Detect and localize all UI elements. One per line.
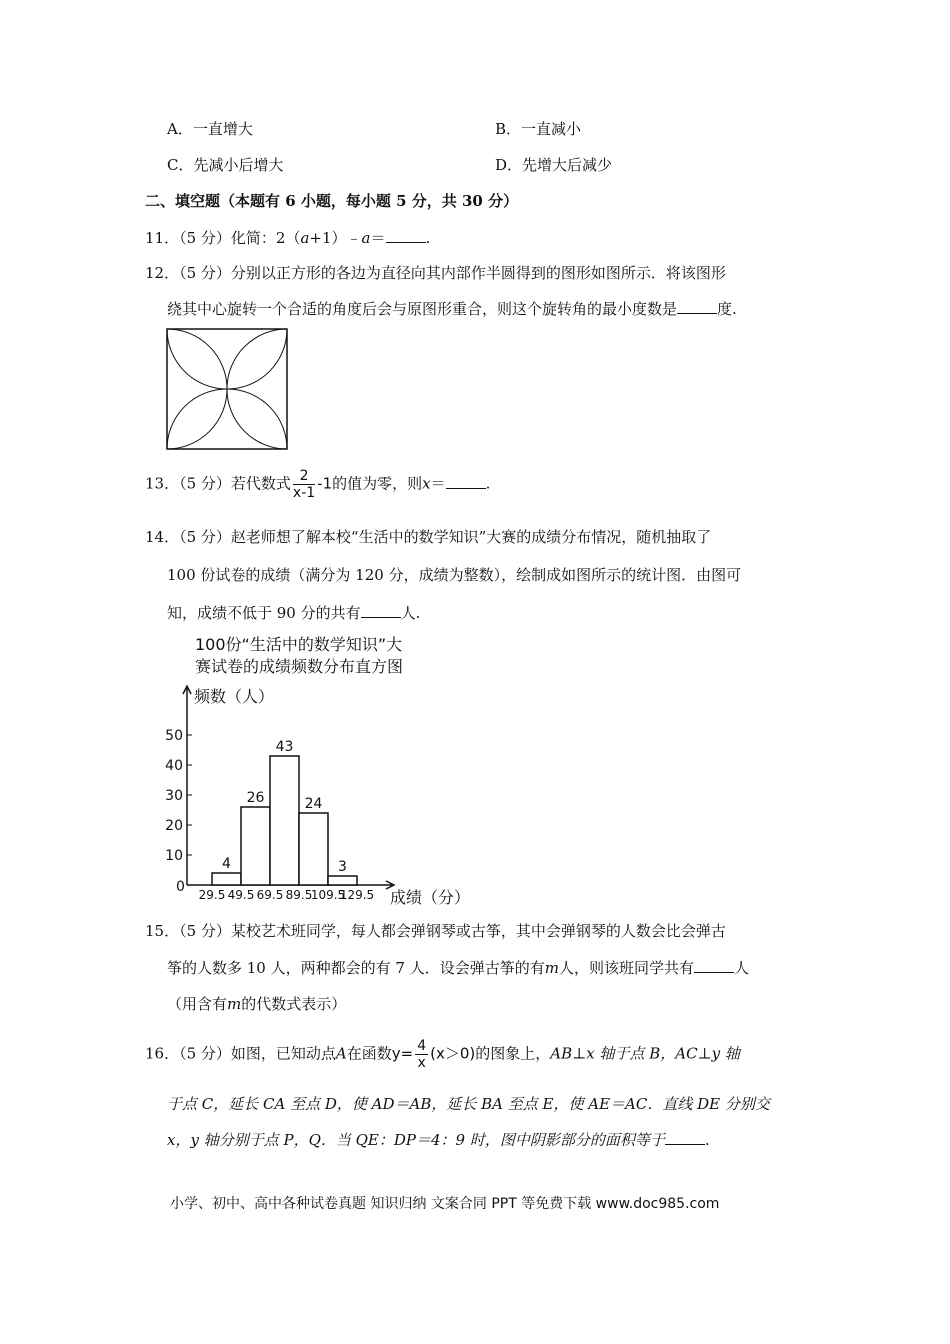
question-11 <box>145 227 430 248</box>
q11-end: . <box>425 229 431 247</box>
semicircle-top-arc <box>167 329 287 389</box>
q15-var-m: m <box>544 959 559 977</box>
histogram-chart <box>160 630 490 910</box>
q16-y-equals: y= <box>391 1044 414 1063</box>
q13-end: . <box>485 474 491 493</box>
q15-line2-text: 筝的人数多 10 人，两种都会的有 7 人．设会弹古筝的有 <box>167 959 545 977</box>
x-tick-label: 89.5 <box>285 888 313 902</box>
x-tick-label: 129.5 <box>339 888 375 902</box>
q11-var-a: a <box>300 229 310 247</box>
square-semicircle-figure <box>166 328 288 450</box>
bar-data-label: 26 <box>246 790 265 806</box>
q12-line2-end: 度. <box>717 300 737 318</box>
q16-text-mid: 在函数 <box>346 1044 392 1063</box>
q15-line3 <box>167 993 346 1014</box>
q15-line3-post: 的代数式表示） <box>241 995 347 1013</box>
option-b: B．一直减小 <box>495 120 582 138</box>
answer-blank[interactable] <box>446 474 486 489</box>
q11-text-mid: +1）﹣ <box>309 229 362 247</box>
histogram-bar <box>270 756 299 885</box>
q15-line1: 15．（5 分）某校艺术班同学，每人都会弹钢琴或古筝，其中会弹钢琴的人数会比会弹古 <box>145 922 726 940</box>
histogram-bar <box>212 873 241 885</box>
q13-frac-den: x-1 <box>292 485 316 501</box>
q13-var-x: x <box>422 474 431 493</box>
q15-line2-mid: 人，则该班同学共有 <box>558 959 694 977</box>
option-c: C．先减小后增大 <box>167 156 284 174</box>
q16-text-mid2: 的图象上， <box>475 1044 551 1063</box>
q12-line2-text: 绕其中心旋转一个合适的角度后会与原图形重合，则这个旋转角的最小度数是 <box>167 300 678 318</box>
q13-fraction <box>293 468 315 501</box>
q16-fraction <box>415 1038 428 1071</box>
q14-line3 <box>167 602 420 623</box>
chart-x-ticks <box>199 888 375 902</box>
q12-line2 <box>167 298 737 319</box>
section-title: 二、填空题（本题有 6 小题，每小题 5 分，共 30 分） <box>145 192 519 210</box>
q11-number: 11． <box>145 229 180 247</box>
histogram-bar <box>299 813 328 885</box>
q14-line2: 100 份试卷的成绩（满分为 120 分，成绩为整数），绘制成如图所示的统计图．由图可 <box>167 566 742 584</box>
page-footer: 小学、初中、高中各种试卷真题 知识归纳 文案合同 PPT 等免费下载 www.doc985.com <box>170 1196 720 1212</box>
q16-line1 <box>145 1038 740 1071</box>
y-tick-label: 30 <box>165 788 183 804</box>
q16-line2: 于点 C，延长 CA 至点 D，使 AD＝AB，延长 BA 至点 E，使 AE＝AC．直线 DE 分别交 <box>167 1095 770 1113</box>
option-d: D．先增大后减少 <box>495 156 613 174</box>
y-tick-label: 20 <box>165 818 183 834</box>
chart-title-line1: 100份“生活中的数学知识”大 <box>195 635 403 654</box>
chart-bars <box>212 739 357 885</box>
histogram-bar <box>328 876 357 885</box>
q15-line2-end: 人 <box>733 959 749 977</box>
q16-condition: (x＞0) <box>430 1044 476 1063</box>
q16-text-rest: AB⊥x 轴于点 B，AC⊥y 轴 <box>550 1044 740 1063</box>
semicircle-left-arc <box>167 329 227 449</box>
chart-title-line2: 赛试卷的成绩频数分布直方图 <box>195 657 404 676</box>
answer-blank[interactable] <box>386 228 426 243</box>
q16-frac-den: x <box>417 1055 426 1071</box>
q11-var-a2: a <box>361 229 371 247</box>
semicircle-bottom-arc <box>167 389 287 449</box>
q15-line2 <box>167 957 749 978</box>
q13-minus-one: -1 <box>317 474 333 493</box>
y-tick-label: 40 <box>165 758 183 774</box>
chart-y-ticks <box>165 728 192 864</box>
histogram-bar <box>241 807 270 885</box>
answer-blank[interactable] <box>361 603 401 618</box>
q16-line3 <box>167 1129 710 1150</box>
q13-frac-num: 2 <box>293 468 315 485</box>
q16-line3-end: . <box>704 1131 710 1149</box>
answer-blank[interactable] <box>694 958 734 973</box>
answer-blank[interactable] <box>677 299 717 314</box>
y-tick-label: 50 <box>165 728 183 744</box>
x-tick-label: 49.5 <box>227 888 255 902</box>
bar-data-label: 4 <box>222 856 231 872</box>
chart-origin-label: 0 <box>176 879 185 895</box>
q14-line3-end: 人. <box>400 604 421 622</box>
q16-var-a: A <box>335 1044 347 1063</box>
y-tick-label: 10 <box>165 848 183 864</box>
answer-blank[interactable] <box>665 1130 705 1145</box>
x-tick-label: 109.5 <box>310 888 346 902</box>
q14-line3-text: 知，成绩不低于 90 分的共有 <box>167 604 361 622</box>
q12-line1: 12．（5 分）分别以正方形的各边为直径向其内部作半圆得到的图形如图所示．将该图形 <box>145 264 726 282</box>
q14-line1: 14．（5 分）赵老师想了解本校“生活中的数学知识”大赛的成绩分布情况，随机抽取了 <box>145 528 712 546</box>
question-13 <box>145 468 490 501</box>
q15-line3-text: （用含有 <box>167 995 228 1013</box>
q15-var-m2: m <box>227 995 242 1013</box>
q16-frac-num: 4 <box>417 1038 427 1054</box>
q11-equals: ＝ <box>370 229 386 247</box>
q16-text: 16．（5 分）如图，已知动点 <box>145 1044 336 1063</box>
q13-text: 13．（5 分）若代数式 <box>145 474 291 493</box>
bar-data-label: 3 <box>338 859 347 875</box>
x-tick-label: 29.5 <box>198 888 226 902</box>
chart-ylabel: 频数（人） <box>194 687 275 706</box>
option-a: A．一直增大 <box>167 120 253 138</box>
bar-data-label: 24 <box>304 796 323 812</box>
chart-xlabel: 成绩（分） <box>390 888 471 907</box>
semicircle-right-arc <box>227 329 287 449</box>
x-tick-label: 69.5 <box>256 888 284 902</box>
bar-data-label: 43 <box>275 739 294 755</box>
q13-text-post: 的值为零，则 <box>332 474 423 493</box>
q13-equals: ＝ <box>430 474 446 493</box>
q11-text: （5 分）化简：2（ <box>179 229 301 247</box>
q16-line3-text: x，y 轴分别于点 P，Q．当 QE：DP＝4：9 时，图中阴影部分的面积等于 <box>167 1131 665 1149</box>
